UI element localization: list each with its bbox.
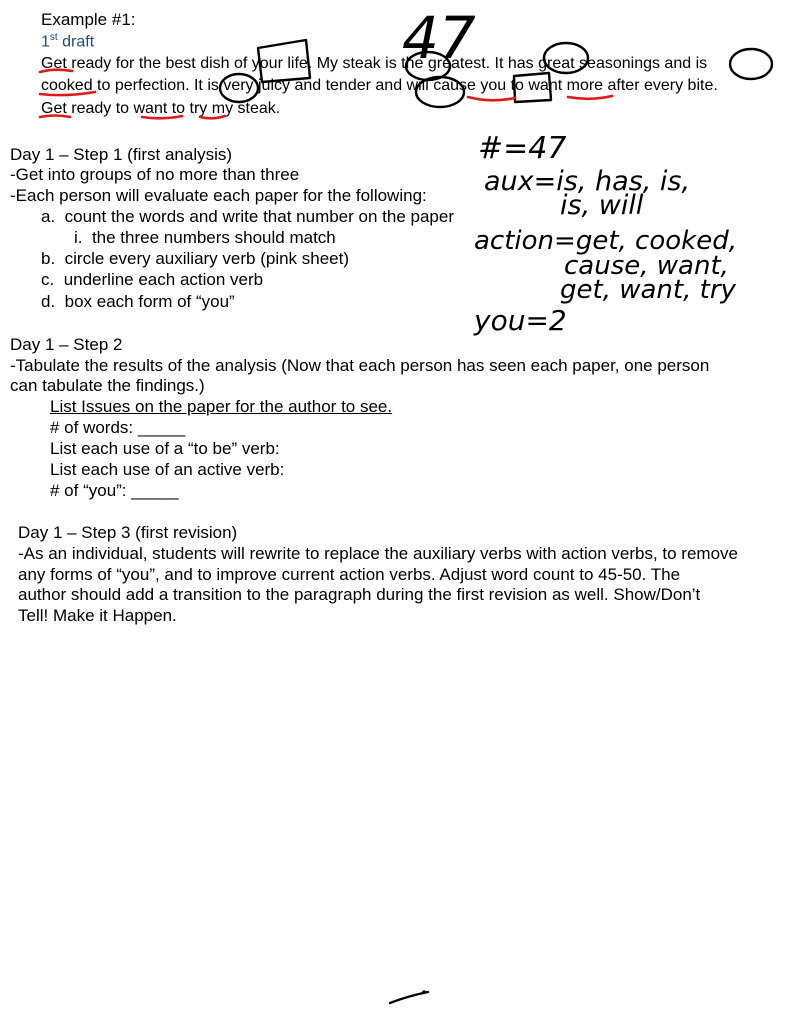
step3-line-3: author should add a transition to the paragraph during the first revision as well. Show/Don’t [18, 585, 701, 604]
hw-underline-want [568, 96, 612, 99]
hw-note-aux-2: is, will [560, 190, 644, 221]
step1-item-a [41, 207, 454, 227]
draft-ordinal: st [49, 32, 58, 43]
draft-number: 1 [41, 33, 50, 51]
example-title: Example #1: [41, 10, 136, 29]
item-text: circle every auxiliary verb (pink sheet) [64, 249, 350, 268]
hw-stray-dot [422, 990, 426, 994]
step1-item-c [41, 270, 263, 290]
step2-line-1: -Tabulate the results of the analysis (Now that each person has seen each paper, one person [10, 356, 710, 375]
paragraph-line-1: Get ready for the best dish of your life. My steak is the greatest. It has great seasonings and is [41, 55, 708, 72]
item-marker: a. [41, 207, 56, 226]
item-marker: i. [74, 228, 83, 247]
step2-line-2: can tabulate the findings.) [10, 376, 205, 395]
item-text: underline each action verb [63, 270, 264, 289]
field-active-verbs: List each use of an active verb: [50, 460, 285, 479]
step3-line-1: -As an individual, students will rewrite to replace the auxiliary verbs with action verbs, to remove [18, 544, 738, 563]
step2-list-heading: List Issues on the paper for the author to see. [50, 397, 393, 416]
paragraph-line-2: cooked to perfection. It is very juicy and tender and will cause you to want more after every bite. [41, 77, 718, 94]
hw-circle-is-2 [730, 49, 772, 79]
item-text: the three numbers should match [91, 228, 336, 247]
step1-item-d [41, 292, 235, 312]
hw-note-action-1: action=get, cooked, [474, 226, 737, 256]
step3-line-4: Tell! Make it Happen. [18, 606, 177, 625]
hw-note-action-3: get, want, try [560, 275, 736, 305]
item-marker: c. [41, 270, 55, 289]
hw-underline-cause [468, 97, 515, 100]
hw-note-action-2: cause, want, [564, 251, 729, 281]
step3-line-2: any forms of “you”, and to improve current action verbs. Adjust word count to 45-50. The [18, 565, 681, 584]
field-to-be-verbs: List each use of a “to be” verb: [50, 439, 280, 458]
item-text: box each form of “you” [64, 292, 235, 311]
step1-line-1: -Get into groups of no more than three [10, 165, 300, 184]
hw-note-count: #=47 [478, 131, 567, 166]
step1-item-b [41, 249, 349, 269]
draft-word: draft [62, 33, 95, 51]
paragraph-line-3: Get ready to want to try my steak. [41, 100, 281, 117]
item-marker: b. [41, 249, 56, 268]
hw-note-aux-1: aux=is, has, is, [484, 166, 691, 197]
step3-heading: Day 1 – Step 3 (first revision) [18, 523, 238, 542]
step1-heading: Day 1 – Step 1 (first analysis) [10, 145, 233, 164]
hw-stray-mark [390, 992, 428, 1003]
step1-line-2: -Each person will evaluate each paper for the following: [10, 186, 427, 205]
field-word-count: # of words: _____ [50, 418, 186, 437]
field-you-count: # of “you”: _____ [50, 481, 179, 500]
draft-label [41, 32, 94, 51]
hw-big-count: 47 [402, 4, 476, 72]
item-text: count the words and write that number on the paper [64, 207, 454, 226]
item-marker: d. [41, 292, 56, 311]
step1-item-i [74, 228, 336, 248]
step2-heading: Day 1 – Step 2 [10, 335, 123, 354]
hw-note-you: you=2 [474, 304, 567, 337]
